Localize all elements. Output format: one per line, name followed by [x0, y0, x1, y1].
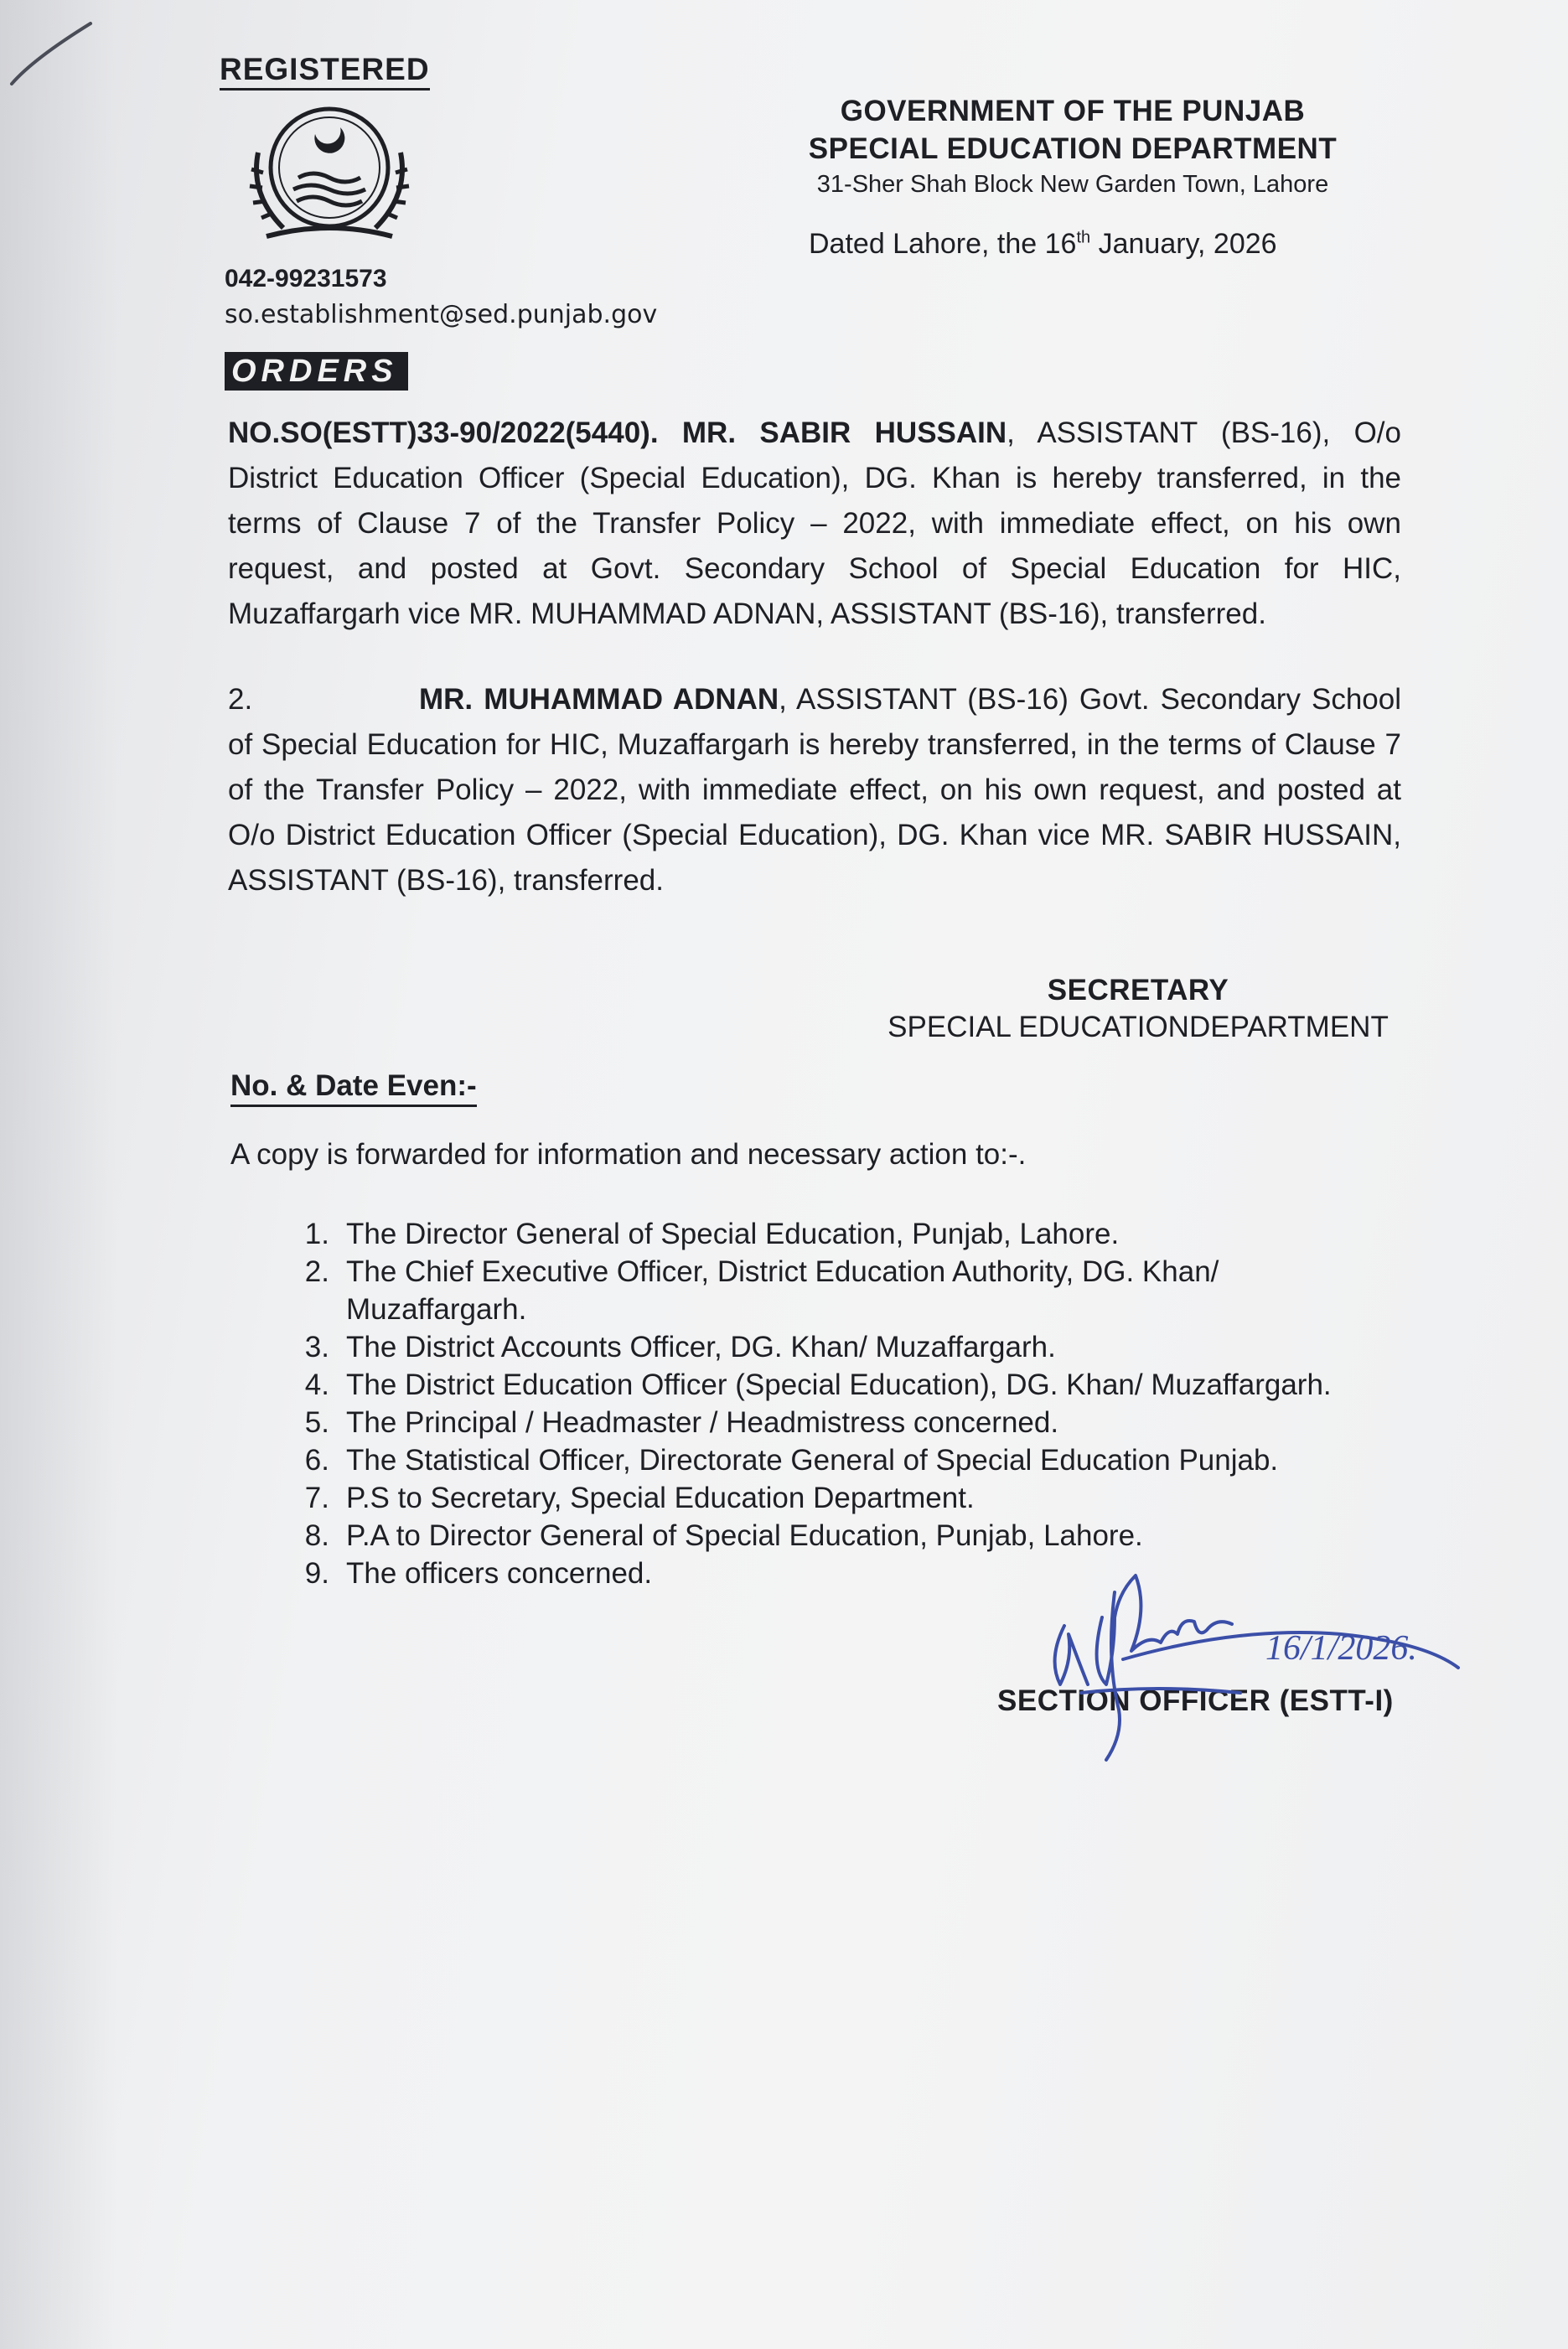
list-item	[272, 1404, 1536, 1441]
order-paragraph-1	[228, 411, 1401, 637]
dated-prefix: Dated Lahore, the 16	[809, 228, 1077, 260]
section-officer-title: SECTION OFFICER (ESTT-I)	[997, 1684, 1394, 1717]
page-shadow	[0, 0, 117, 2349]
list-item-text: The Chief Executive Officer, District Education Authority, DG. Khan/ Muzaffargarh.	[346, 1255, 1219, 1326]
list-item-number: 8.	[304, 1519, 329, 1552]
list-item	[272, 1441, 1536, 1479]
email-address: so.establishment@sed.punjab.gov	[225, 300, 658, 329]
list-item	[272, 1215, 1536, 1253]
phone-number: 042-99231573	[225, 265, 387, 292]
no-date-even: No. & Date Even:-	[230, 1069, 477, 1107]
list-item	[272, 1366, 1536, 1404]
list-item	[272, 1479, 1536, 1517]
order-paragraph-2-text: , ASSISTANT (BS-16) Govt. Secondary School of Special Education for HIC, Muzaffargarh is hereby transferred, in the terms of Clause 7 of the Transfer Policy – 2022, with immediate effect, on his own request, and posted at O/o District Education Officer (Special Education), DG. Khan vice MR. SABIR HUSSAIN, ASSISTANT (BS-16), transferred.	[228, 683, 1402, 897]
list-item-text: The District Education Officer (Special Education), DG. Khan/ Muzaffargarh.	[346, 1369, 1332, 1401]
pen-stroke-icon	[8, 17, 101, 92]
employee-name: MR. MUHAMMAD ADNAN	[419, 683, 779, 716]
list-item-number: 7.	[304, 1482, 329, 1514]
list-item-text: P.A to Director General of Special Education, Punjab, Lahore.	[346, 1519, 1143, 1552]
punjab-government-emblem-icon	[233, 102, 426, 253]
dated-sup: th	[1076, 228, 1091, 247]
list-item-text: The District Accounts Officer, DG. Khan/ Muzaffargarh.	[346, 1331, 1056, 1363]
paragraph-number: 2.	[228, 683, 253, 716]
list-item-text: The Director General of Special Education, Punjab, Lahore.	[346, 1218, 1120, 1250]
list-item	[272, 1517, 1536, 1555]
copy-forwarded-line: A copy is forwarded for information and necessary action to:-.	[230, 1138, 1027, 1171]
list-item-number: 1.	[304, 1218, 329, 1250]
list-item-number: 9.	[304, 1557, 329, 1590]
secretary-title: SECRETARY	[1047, 974, 1229, 1006]
list-item-number: 2.	[304, 1255, 329, 1288]
copy-list	[272, 1215, 1536, 1592]
handwritten-signature-icon	[989, 1559, 1508, 1785]
list-item-number: 4.	[304, 1369, 329, 1401]
secretary-block	[853, 972, 1423, 1046]
list-item-text: The Principal / Headmaster / Headmistress concerned.	[346, 1406, 1059, 1439]
list-item-text: The Statistical Officer, Directorate General of Special Education Punjab.	[346, 1444, 1279, 1477]
orders-heading: ORDERS	[225, 352, 408, 391]
government-title: GOVERNMENT OF THE PUNJAB	[840, 95, 1306, 127]
list-item-text: P.S to Secretary, Special Education Department.	[346, 1482, 975, 1514]
signature-date: 16/1/2026.	[1265, 1629, 1417, 1668]
dated-suffix: January, 2026	[1090, 228, 1277, 260]
order-paragraph-1-text: , ASSISTANT (BS-16), O/o District Education Officer (Special Education), DG. Khan is hereby transferred, in the terms of Clause 7 of the Transfer Policy – 2022, with immediate effect, on his own request, and posted at Govt. Secondary School of Special Education for HIC, Muzaffargarh vice MR. MUHAMMAD ADNAN, ASSISTANT (BS-16), transferred.	[228, 417, 1401, 630]
registered-label: REGISTERED	[220, 52, 430, 91]
department-title: SPECIAL EDUCATION DEPARTMENT	[808, 132, 1338, 165]
list-item-text: The officers concerned.	[346, 1557, 653, 1590]
order-reference: NO.SO(ESTT)33-90/2022(5440). MR. SABIR HUSSAIN	[228, 417, 1007, 449]
secretary-department: SPECIAL EDUCATIONDEPARTMENT	[887, 1011, 1389, 1043]
list-item	[272, 1253, 1536, 1328]
order-paragraph-2	[228, 677, 1401, 903]
list-item-number: 6.	[304, 1444, 329, 1477]
list-item-number: 3.	[304, 1331, 329, 1363]
list-item	[272, 1328, 1536, 1366]
dated-line	[809, 228, 1277, 261]
letterhead	[771, 92, 1374, 201]
list-item-number: 5.	[304, 1406, 329, 1439]
department-address: 31-Sher Shah Block New Garden Town, Lahore	[816, 171, 1329, 198]
